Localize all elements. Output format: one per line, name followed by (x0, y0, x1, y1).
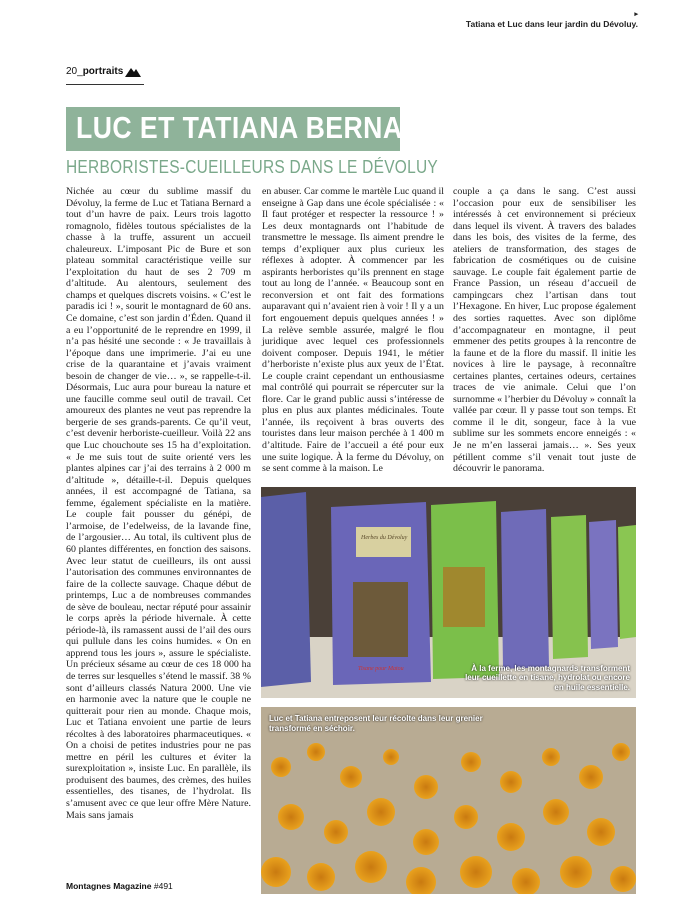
herb-bags-photo (261, 487, 636, 698)
text-column-2 (262, 186, 444, 475)
column-3-text: couple a ça dans le sang. C’est aussi l’occasion pour eux de sensibiliser les intéressés à cet environnement si précieux dans lequel ils vivent. À travers des balades dans les bois, des visites de la ferme, des ateliers de transformation, des stages de fabrication de cosmétiques ou de cuisine sauvage. Le couple fait également partie de France Passion, un réseau d’accueil de campingcars chez l’artisan dans tout l’Hexagone. En hiver, Luc propose également des sorties raquettes. Avec son diplôme d’accompagnateur en montagne, il peut emmener des petits groupes à la rencontre de la faune et de la flore du massif. Il initie les novices à lire le paysage, à reconnaître certaines plantes, certaines odeurs, certaines traces de vie animale. Celui que l’on surnomme « l’herbier du Dévoluy » connaît la vallée par cœur. Il y passe tout son temps. Et comme il le dit, songeur, face à la vue sublime sur les sommets encore enneigés : « Je ne m’en lasserai jamais… ». Ses yeux pétillent comme s’il venait tout juste de découvrir le panorama. (453, 186, 636, 475)
section-name: portraits (82, 66, 124, 77)
text-column-3 (453, 186, 636, 475)
dried-flowers-illustration (261, 707, 636, 894)
caret-right-icon: ▸ (634, 11, 638, 18)
top-caption-text: Tatiana et Luc dans leur jardin du Dévoluy. (465, 19, 638, 29)
column-1-text: Nichée au cœur du sublime massif du Dévoluy, la ferme de Luc et Tatiana Bernard a tout d’un havre de paix. Leurs trois lagotto romagnolo, fidèles toutous spécialistes de la chasse à la truffe, assurent un accueil chaleureux. L’imposant Pic de Bure et son plateau sommital caractéristique veille sur l’exploitation du haut de ses 2 709 m d’altitude. Au alentours, seulement des champs et quelques discrets voisins. « C’est le paradis ici ! », sourit le montagnard de 60 ans. Ce domaine, c’est son jardin d’Éden. Quand il a eu l’opportunité de le reprendre en 1999, il n’a pas hésité une seconde : « Je travaillais à l’époque dans une imprimerie. J’ai eu une crise de la quarantaine et j’avais vraiment besoin de changer de vie… », se rappelle-t-il. Désormais, Luc aura pour bureau la nature et une faucille comme seul outil de travail. Cet amoureux des plantes ne veut pas reprendre la bergerie de ses grands-parents. Ce qu’il veut, c’est devenir herboriste-cueilleur. Voilà 22 ans que Luc chouchoute ses 15 ha d’exploitation. « Je me suis tout de suite orienté vers les plantes alpines car j’ai des terrains à 2 000 m d’altitude », détaille-t-il. Depuis quelques années, il est accompagné de Tatiana, sa femme, également spécialiste en la matière. Le couple fait pousser du génépi, de l’armoise, de l’edelweiss, de la lavande fine, de l’argousier… Au total, ils cultivent plus de 60 plantes différentes, en fonction des saisons. Avec leur statut de cueilleurs, ils ont aussi l’autorisation des communes environnantes de faire de la collecte sauvage. Chaque début de printemps, Luc a de nombreuses commandes de sève de bouleau, nectar réputé pour assainir le corps après la période hivernale. À cette période-là, ils ramassent aussi de l’ail des ours qui pullule dans les coins humides. « On en apprend tous les jours », assure le spécialiste. Un précieux sésame au cœur de ces 18 000 ha de terres sur lesquelles s’étend le massif. 38 % sont d’ailleurs classés Natura 2000. Une vie en harmonie avec la nature que le couple ne quitterait pour rien au monde. Chaque mois, Luc et Tatiana envoient une partie de leurs récoltes à des laboratoires pharmaceutiques. « On a choisi de petites industries pour ne pas mettre en péril les cultures et éviter la surexploitation », insiste Luc. En parallèle, ils produisent des baumes, des crèmes, des huiles essentielles, des tisanes, de l’hydrolat. Ils s’amusent avec ce que leur offre Mère Nature. Mais sans jamais (66, 186, 251, 821)
photo-caption-1: À la ferme, les montagnards transforment leur cueillette en tisane, hydrolat ou encore en huile essentielle. (465, 663, 630, 692)
section-rule (66, 84, 144, 85)
top-photo-caption (418, 10, 638, 29)
issue-number: #491 (153, 881, 173, 891)
drying-flowers-photo (261, 707, 636, 894)
article-title: LUC ET TATIANA BERNARD (76, 110, 442, 145)
footer (66, 881, 173, 891)
bag-label: Herbes du Dévoluy (361, 535, 408, 541)
article-subtitle: HERBORISTES-CUEILLEURS DANS LE DÉVOLUY (66, 157, 438, 177)
mountain-icon (125, 66, 141, 77)
magazine-name: Montagnes Magazine (66, 881, 152, 891)
page-number: 20 (66, 66, 78, 77)
text-column-1 (66, 186, 251, 821)
photo-caption-2: Luc et Tatiana entreposent leur récolte dans leur grenier transformé en séchoir. (269, 714, 483, 733)
bag-label: Tisane pour Matou (358, 666, 404, 672)
column-2-text: en abuser. Car comme le martèle Luc quand il enseigne à Gap dans une école spécialisée : « Il faut protéger et respecter la ressource ! » Les deux montagnards ont l’habitude de transmettre le message. Ils aiment prendre le temps d’expliquer aux plus curieux les réflexes à adopter. À commencer par les aspirants herboristes qu’ils prennent en stage tout au long de l’année. « Beaucoup sont en reconversion et ont fait des formations auparavant qui n’avaient rien à voir ! Il y a un fort engouement depuis quelques années ! » La relève semble assurée, malgré le flou juridique avec lequel ces professionnels doivent composer. Depuis 1941, le métier d’herboriste n’existe plus aux yeux de l’État. Le couple craint cependant un enthousiasme mal contrôlé qui pourrait se répercuter sur la flore. Car le grand public aussi s’intéresse de plus en plus aux plantes médicinales. Toute l’année, ils reçoivent à bras ouverts des touristes dans leur maison perchée à 1 400 m d’altitude. Faire de l’accueil a été pour eux une suite logique. À la ferme du Dévoluy, on se sent comme à la maison. Le (262, 186, 444, 475)
section-label: 20_portraits (66, 66, 124, 77)
